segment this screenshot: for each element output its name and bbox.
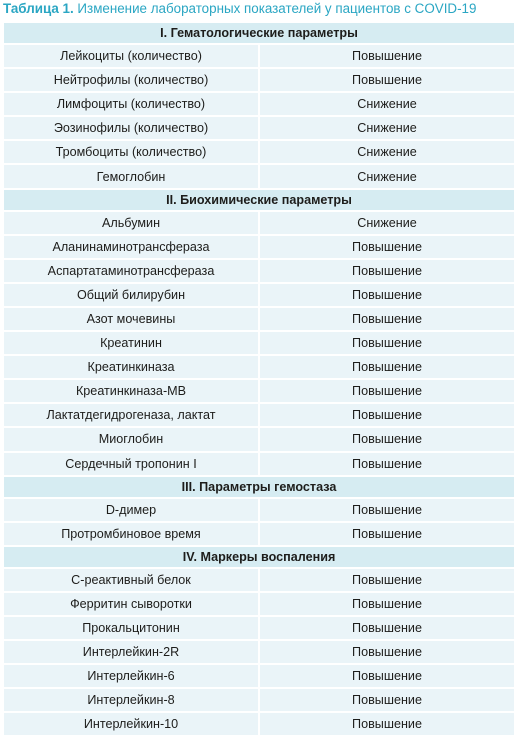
table-row [4, 260, 514, 282]
change-cell: Повышение [260, 593, 514, 615]
parameter-cell: Креатинкиназа-MB [4, 380, 258, 402]
table-row [4, 117, 514, 139]
table-row [4, 141, 514, 163]
section-title: II. Биохимические параметры [4, 190, 514, 210]
table-row [4, 212, 514, 234]
parameter-cell: Лимфоциты (количество) [4, 93, 258, 115]
parameter-cell: Прокальцитонин [4, 617, 258, 639]
parameter-cell: Общий билирубин [4, 284, 258, 306]
change-cell: Повышение [260, 641, 514, 663]
table-row [4, 665, 514, 687]
parameter-cell: Гемоглобин [4, 165, 258, 187]
parameter-cell: Лактатдегидрогеназа, лактат [4, 404, 258, 426]
parameter-cell: Нейтрофилы (количество) [4, 69, 258, 91]
table-row [4, 93, 514, 115]
caption-label: Таблица 1. [3, 1, 74, 16]
parameter-cell: Аспартатаминотрансфераза [4, 260, 258, 282]
parameter-cell: Ферритин сыворотки [4, 593, 258, 615]
table-row [4, 523, 514, 545]
parameter-cell: Интерлейкин-10 [4, 713, 258, 735]
parameter-cell: Альбумин [4, 212, 258, 234]
change-cell: Повышение [260, 665, 514, 687]
change-cell: Повышение [260, 308, 514, 330]
section-header [4, 23, 514, 43]
section-header [4, 477, 514, 497]
section-header [4, 190, 514, 210]
change-cell: Снижение [260, 165, 514, 187]
table-row [4, 617, 514, 639]
parameter-cell: Эозинофилы (количество) [4, 117, 258, 139]
change-cell: Повышение [260, 356, 514, 378]
parameter-cell: Тромбоциты (количество) [4, 141, 258, 163]
parameter-cell: Сердечный тропонин I [4, 453, 258, 475]
table-row [4, 453, 514, 475]
change-cell: Повышение [260, 569, 514, 591]
section-title: I. Гематологические параметры [4, 23, 514, 43]
table-row [4, 428, 514, 450]
table-row [4, 641, 514, 663]
parameter-cell: Азот мочевины [4, 308, 258, 330]
table-row [4, 593, 514, 615]
parameter-cell: Интерлейкин-2R [4, 641, 258, 663]
change-cell: Повышение [260, 689, 514, 711]
change-cell: Снижение [260, 117, 514, 139]
table-row [4, 380, 514, 402]
table-row [4, 569, 514, 591]
table-body [4, 23, 514, 735]
parameter-cell: Креатинкиназа [4, 356, 258, 378]
change-cell: Повышение [260, 69, 514, 91]
change-cell: Повышение [260, 380, 514, 402]
change-cell: Повышение [260, 284, 514, 306]
table-row [4, 236, 514, 258]
parameter-cell: Миоглобин [4, 428, 258, 450]
change-cell: Снижение [260, 93, 514, 115]
table-row [4, 499, 514, 521]
parameter-cell: Протромбиновое время [4, 523, 258, 545]
section-title: III. Параметры гемостаза [4, 477, 514, 497]
parameter-cell: С-реактивный белок [4, 569, 258, 591]
change-cell: Повышение [260, 428, 514, 450]
parameter-cell: D-димер [4, 499, 258, 521]
change-cell: Повышение [260, 45, 514, 67]
change-cell: Повышение [260, 236, 514, 258]
change-cell: Повышение [260, 523, 514, 545]
change-cell: Повышение [260, 617, 514, 639]
change-cell: Повышение [260, 260, 514, 282]
table-row [4, 284, 514, 306]
table-row [4, 713, 514, 735]
change-cell: Повышение [260, 713, 514, 735]
table-caption [3, 0, 476, 18]
change-cell: Повышение [260, 404, 514, 426]
section-title: IV. Маркеры воспаления [4, 547, 514, 567]
parameter-cell: Лейкоциты (количество) [4, 45, 258, 67]
table-row [4, 165, 514, 187]
change-cell: Повышение [260, 453, 514, 475]
table-row [4, 404, 514, 426]
parameter-cell: Интерлейкин-8 [4, 689, 258, 711]
change-cell: Повышение [260, 499, 514, 521]
table-row [4, 356, 514, 378]
change-cell: Снижение [260, 212, 514, 234]
table-row [4, 45, 514, 67]
parameter-cell: Интерлейкин-6 [4, 665, 258, 687]
change-cell: Повышение [260, 332, 514, 354]
lab-changes-table [2, 21, 516, 737]
caption-text: Изменение лабораторных показателей у пациентов с COVID-19 [73, 1, 477, 16]
change-cell: Снижение [260, 141, 514, 163]
table-row [4, 689, 514, 711]
section-header [4, 547, 514, 567]
parameter-cell: Креатинин [4, 332, 258, 354]
table-row [4, 332, 514, 354]
parameter-cell: Аланинаминотрансфераза [4, 236, 258, 258]
table-row [4, 69, 514, 91]
table-row [4, 308, 514, 330]
